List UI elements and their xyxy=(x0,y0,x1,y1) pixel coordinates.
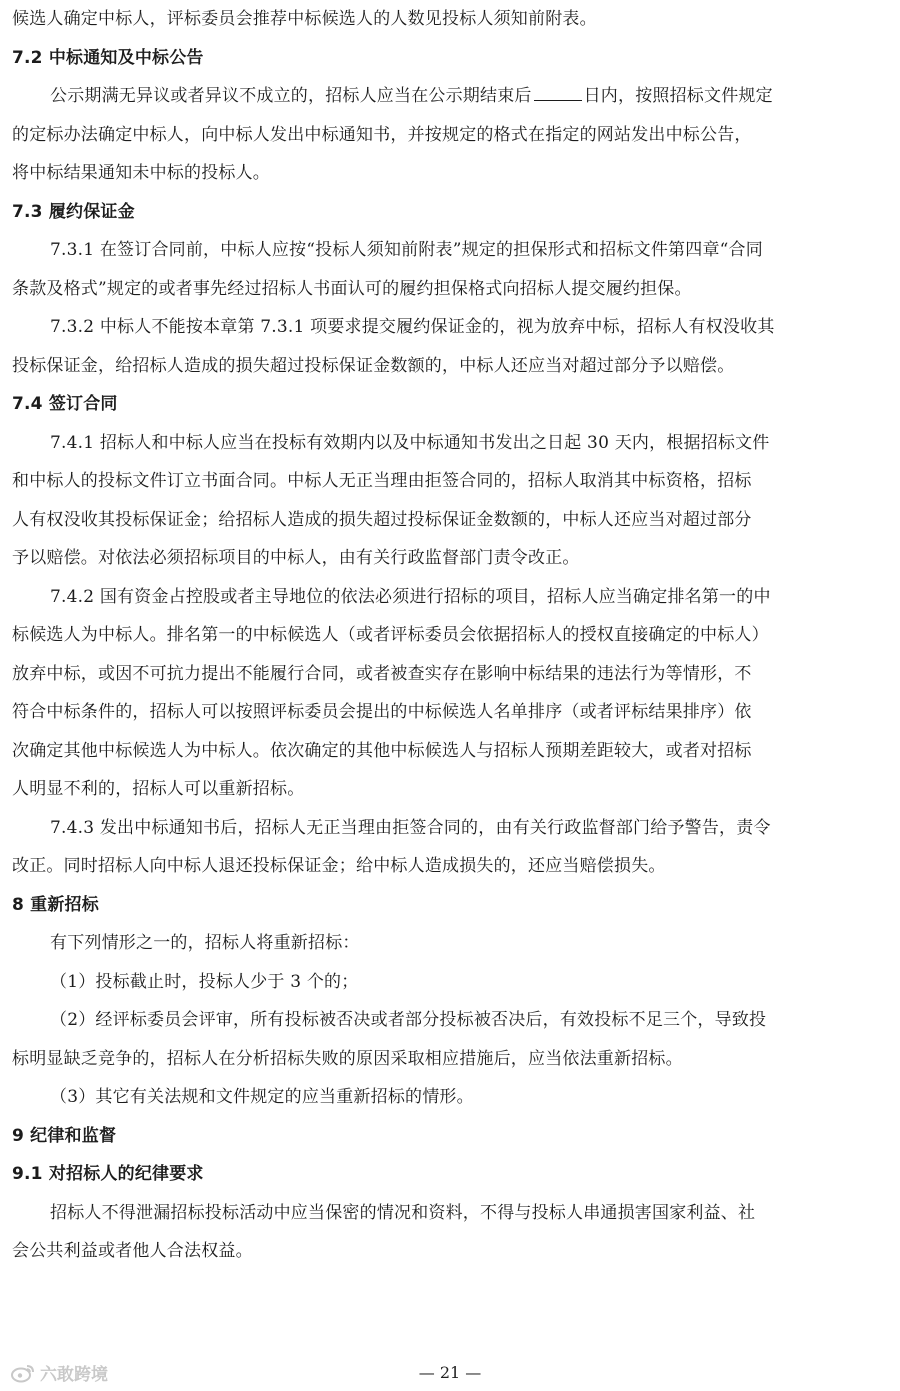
text-span: 日内，按照招标文件规定 xyxy=(583,86,773,106)
text-line: 7.4.2 国有资金占控股或者主导地位的依法必须进行招标的项目，招标人应当确定排名第一的中 xyxy=(50,586,771,607)
text-line: 人有权没收其投标保证金；给招标人造成的损失超过投标保证金数额的，中标人还应当对超过部分 xyxy=(12,509,752,530)
watermark-text: 六敢跨境 xyxy=(40,1365,108,1385)
text-line: 候选人确定中标人，评标委员会推荐中标候选人的人数见投标人须知前附表。 xyxy=(12,9,597,29)
text-line: 改正。同时招标人向中标人退还投标保证金；给中标人造成损失的，还应当赔偿损失。 xyxy=(12,856,666,876)
text-line: 有下列情形之一的，招标人将重新招标： xyxy=(50,933,360,953)
text-line: 标候选人为中标人。排名第一的中标候选人（或者评标委员会依据招标人的授权直接确定的中标人） xyxy=(12,625,769,645)
fill-in-blank xyxy=(534,86,582,101)
section-heading-9-1: 9.1 对招标人的纪律要求 xyxy=(12,1164,204,1184)
text-line: 放弃中标，或因不可抗力提出不能履行合同，或者被查实存在影响中标结果的违法行为等情形，不 xyxy=(12,663,752,684)
text-line: 次确定其他中标候选人为中标人。依次确定的其他中标候选人与招标人预期差距较大，或者对招标 xyxy=(12,740,752,761)
text-line: 条款及格式”规定的或者事先经过招标人书面认可的履约担保格式向招标人提交履约担保。 xyxy=(12,278,692,299)
text-line: 符合中标条件的，招标人可以按照评标委员会提出的中标候选人名单排序（或者评标结果排序）依 xyxy=(12,702,752,722)
text-line: 投标保证金，给招标人造成的损失超过投标保证金数额的，中标人还应当对超过部分予以赔偿。 xyxy=(12,355,735,376)
text-line: 7.4.3 发出中标通知书后，招标人无正当理由拒签合同的，由有关行政监督部门给予警告，责令 xyxy=(50,817,771,838)
page-number: — 21 — xyxy=(418,1363,482,1382)
list-item: （3）其它有关法规和文件规定的应当重新招标的情形。 xyxy=(50,1087,474,1107)
text-line: 会公共利益或者他人合法权益。 xyxy=(12,1241,253,1261)
section-heading-8: 8 重新招标 xyxy=(12,894,99,915)
text-line: 的定标办法确定中标人，向中标人发出中标通知书，并按规定的格式在指定的网站发出中标公告， xyxy=(12,124,752,145)
text-line: 予以赔偿。对依法必须招标项目的中标人，由有关行政监督部门责令改正。 xyxy=(12,548,580,568)
section-heading-9: 9 纪律和监督 xyxy=(12,1125,117,1146)
text-line: 7.3.2 中标人不能按本章第 7.3.1 项要求提交履约保证金的，视为放弃中标，招标人有权没收其 xyxy=(50,317,775,337)
text-line: 7.3.1 在签订合同前，中标人应按“投标人须知前附表”规定的担保形式和招标文件第四章“合同 xyxy=(50,240,763,260)
text-line: 招标人不得泄漏招标投标活动中应当保密的情况和资料，不得与投标人串通损害国家利益、社 xyxy=(50,1202,756,1223)
text-line: 7.4.1 招标人和中标人应当在投标有效期内以及中标通知书发出之日起 30 天内，根据招标文件 xyxy=(50,432,770,453)
list-item: （1）投标截止时，投标人少于 3 个的； xyxy=(50,971,359,992)
section-heading-7-3: 7.3 履约保证金 xyxy=(12,201,135,222)
text-span: 公示期满无异议或者异议不成立的，招标人应当在公示期结束后 xyxy=(50,86,532,106)
section-heading-7-2: 7.2 中标通知及中标公告 xyxy=(12,47,204,68)
text-line xyxy=(12,77,870,116)
section-heading-7-4: 7.4 签订合同 xyxy=(12,394,118,414)
text-line: 将中标结果通知未中标的投标人。 xyxy=(12,163,270,183)
text-line: 和中标人的投标文件订立书面合同。中标人无正当理由拒签合同的，招标人取消其中标资格，招标 xyxy=(12,471,752,491)
document-body xyxy=(12,0,870,1271)
list-item: （2）经评标委员会评审，所有投标被否决或者部分投标被否决后，有效投标不足三个，导致投 xyxy=(50,1010,767,1030)
text-line: 标明显缺乏竞争的，招标人在分析招标失败的原因采取相应措施后，应当依法重新招标。 xyxy=(12,1048,683,1069)
text-line: 人明显不利的，招标人可以重新招标。 xyxy=(12,779,305,799)
